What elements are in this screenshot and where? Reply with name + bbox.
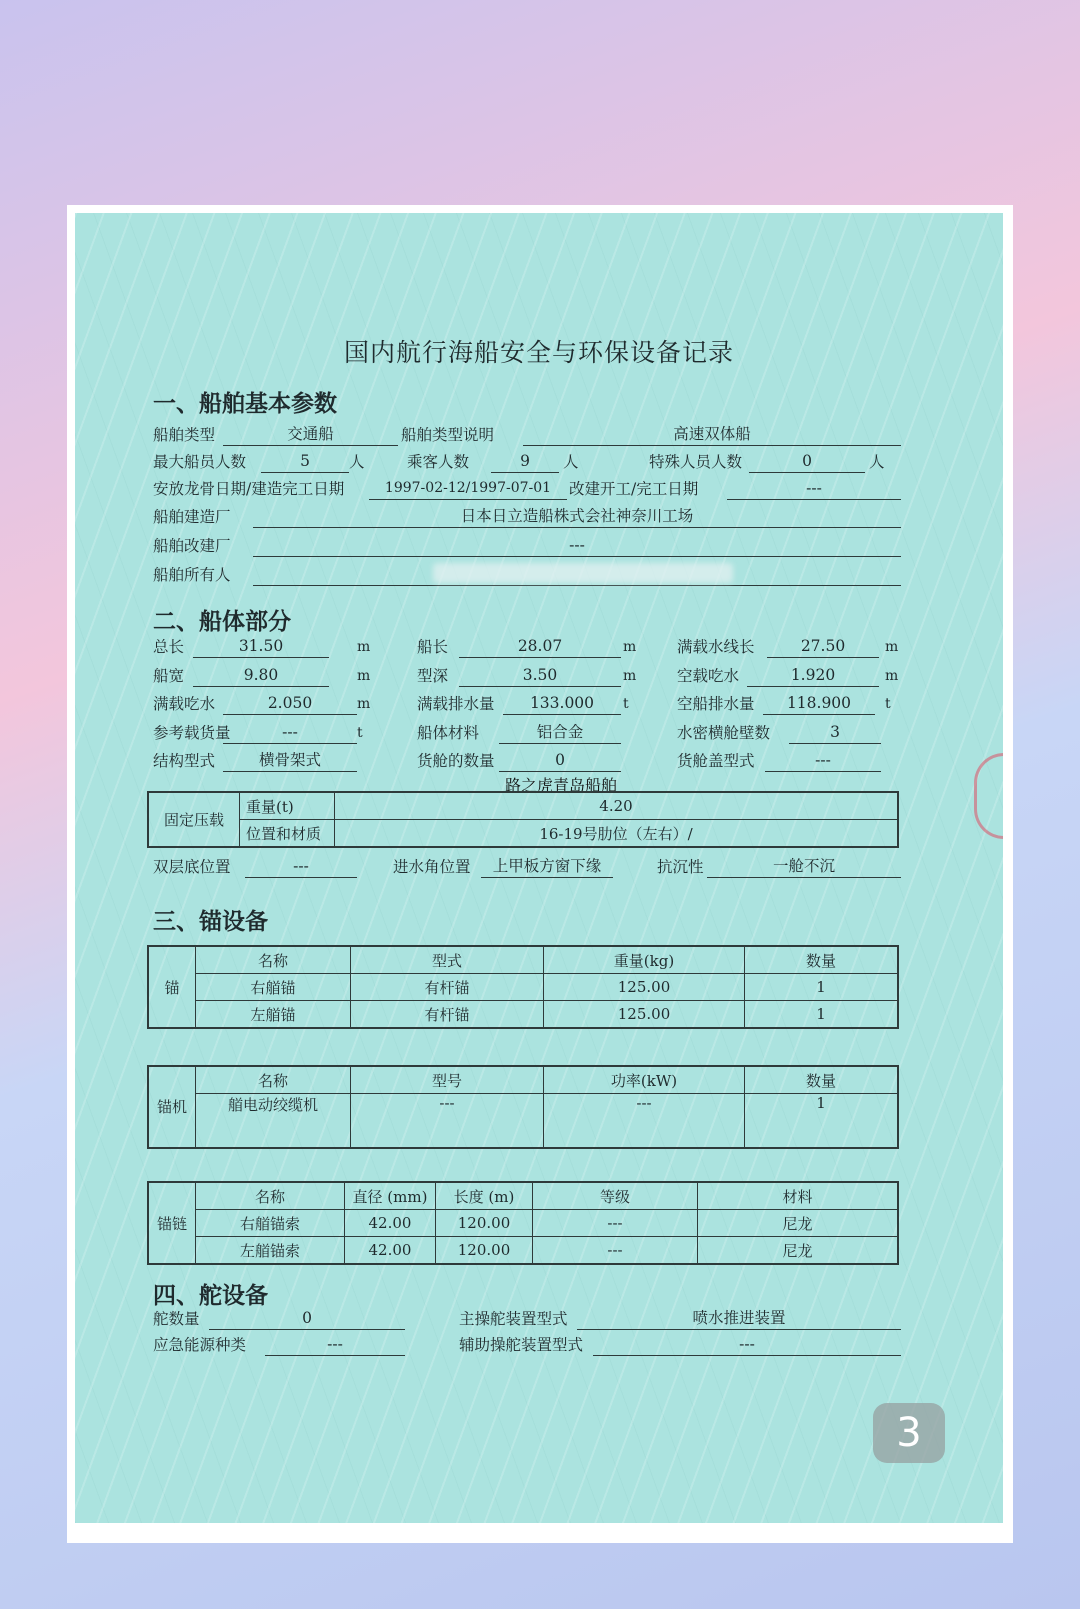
- person-unit-3: 人: [869, 453, 885, 471]
- refit-date-value: ---: [727, 477, 901, 500]
- section4-heading: 四、舵设备: [153, 1283, 268, 1309]
- stamp-caption: 路之虎青岛船舶: [505, 776, 618, 795]
- emergency-row: [153, 1333, 913, 1357]
- loa-label: 总长: [153, 638, 185, 656]
- hull-material-value: 铝合金: [499, 721, 621, 744]
- material-row: [153, 721, 913, 745]
- builder-value: 日本日立造船株式会社神奈川工场: [253, 505, 901, 528]
- draft-row: [153, 692, 913, 716]
- special-value: 0: [749, 450, 865, 473]
- lwl-label: 满载水线长: [677, 638, 755, 656]
- structure-row: [153, 749, 913, 773]
- seal-fragment: [974, 753, 1003, 839]
- chain-header: 直径 (mm): [345, 1182, 436, 1210]
- ref-load-label: 参考载货量: [153, 724, 231, 742]
- structure-value: 横骨架式: [223, 749, 357, 772]
- rudder-count-value: 0: [209, 1307, 405, 1330]
- depth-unit: m: [623, 668, 637, 684]
- ballast-table: [147, 791, 899, 848]
- passengers-value: 9: [491, 450, 559, 473]
- chain-cell: 42.00: [345, 1210, 436, 1237]
- unsink-value: 一舱不沉: [707, 855, 901, 878]
- full-disp-unit: t: [623, 696, 629, 712]
- keel-date-value: 1997-02-12/1997-07-01: [369, 477, 567, 500]
- unsink-label: 抗沉性: [657, 858, 704, 876]
- double-bottom-label: 双层底位置: [153, 858, 231, 876]
- light-disp-unit: t: [885, 696, 891, 712]
- anchor-header: 重量(kg): [544, 946, 745, 974]
- passengers-label: 乘客人数: [407, 453, 470, 471]
- rebuilder-label: 船舶改建厂: [153, 537, 231, 555]
- anchor-cell: 左艏锚: [196, 1001, 351, 1029]
- builder-row: [153, 505, 913, 529]
- hatch-value: ---: [765, 749, 881, 772]
- section2-heading: 二、船体部分: [153, 609, 291, 635]
- full-draft-label: 满载吃水: [153, 695, 216, 713]
- ballast-weight-label: 重量(t): [240, 792, 335, 820]
- breadth-label: 船宽: [153, 667, 185, 685]
- max-crew-label: 最大船员人数: [153, 453, 247, 471]
- ballast-position-label: 位置和材质: [240, 820, 335, 848]
- chain-header: 等级: [533, 1182, 698, 1210]
- ref-load-value: ---: [223, 721, 357, 744]
- anchor-header: 数量: [745, 946, 899, 974]
- chain-cell: 120.00: [436, 1210, 533, 1237]
- section3-heading: 三、锚设备: [153, 909, 268, 935]
- light-draft-label: 空载吃水: [677, 667, 740, 685]
- main-steer-label: 主操舵装置型式: [459, 1310, 568, 1328]
- document-frame: [67, 205, 1013, 1543]
- anchor-cell: 1: [745, 974, 899, 1001]
- table-row: [148, 1237, 898, 1265]
- windlass-header: 功率(kW): [544, 1066, 745, 1094]
- double-bottom-value: ---: [245, 855, 357, 878]
- ship-type-row: [153, 423, 913, 447]
- lwl-unit: m: [885, 639, 899, 655]
- lwl-value: 27.50: [767, 635, 879, 658]
- page-number-badge: 3: [873, 1403, 945, 1463]
- anchor-cell: 125.00: [544, 1001, 745, 1029]
- ship-type-label: 船舶类型: [153, 426, 216, 444]
- windlass-cell: 艏电动绞缆机: [196, 1094, 351, 1148]
- owner-label: 船舶所有人: [153, 566, 231, 584]
- depth-value: 3.50: [459, 664, 621, 687]
- light-draft-unit: m: [885, 668, 899, 684]
- refit-date-label: 改建开工/完工日期: [569, 480, 699, 498]
- ballast-position-value: 16-19号肋位（左右）/: [335, 820, 899, 848]
- certificate-page: [75, 213, 1003, 1523]
- anchor-cell: 有杆锚: [351, 1001, 544, 1029]
- lbp-unit: m: [623, 639, 637, 655]
- length-row: [153, 635, 913, 659]
- chain-cell: 42.00: [345, 1237, 436, 1265]
- lbp-value: 28.07: [459, 635, 621, 658]
- full-draft-unit: m: [357, 696, 371, 712]
- light-disp-value: 118.900: [763, 692, 875, 715]
- holds-value: 0: [499, 749, 621, 772]
- anchor-header: 型式: [351, 946, 544, 974]
- depth-label: 型深: [417, 667, 449, 685]
- keel-date-label: 安放龙骨日期/建造完工日期: [153, 480, 345, 498]
- windlass-cell: 1: [745, 1094, 899, 1148]
- max-crew-value: 5: [261, 450, 349, 473]
- chain-cell: 120.00: [436, 1237, 533, 1265]
- bulkheads-value: 3: [789, 721, 881, 744]
- chain-header: 长度 (m): [436, 1182, 533, 1210]
- dates-row: [153, 477, 913, 501]
- breadth-row: [153, 664, 913, 688]
- rebuilder-row: [153, 534, 913, 558]
- anchor-cell: 右艏锚: [196, 974, 351, 1001]
- anchor-table: [147, 945, 899, 1029]
- owner-row: [153, 563, 913, 587]
- main-steer-value: 喷水推进装置: [577, 1307, 901, 1330]
- table-row: [148, 1001, 898, 1029]
- windlass-group-label: 锚机: [148, 1066, 196, 1148]
- ref-load-unit: t: [357, 725, 363, 741]
- light-disp-label: 空船排水量: [677, 695, 755, 713]
- full-draft-value: 2.050: [223, 692, 357, 715]
- chain-header: 材料: [698, 1182, 899, 1210]
- rebuilder-value: ---: [253, 534, 901, 557]
- section1-heading: 一、船舶基本参数: [153, 391, 337, 417]
- aux-steer-label: 辅助操舵装置型式: [459, 1336, 584, 1354]
- lbp-label: 船长: [417, 638, 449, 656]
- ballast-weight-value: 4.20: [335, 792, 899, 820]
- windlass-table: [147, 1065, 899, 1149]
- windlass-header: 型号: [351, 1066, 544, 1094]
- rudder-count-label: 舵数量: [153, 1310, 200, 1328]
- persons-row: [153, 450, 913, 474]
- emergency-power-label: 应急能源种类: [153, 1336, 247, 1354]
- builder-label: 船舶建造厂: [153, 508, 231, 526]
- ballast-group-label: 固定压载: [148, 792, 240, 847]
- anchor-cell: 125.00: [544, 974, 745, 1001]
- breadth-unit: m: [357, 668, 371, 684]
- person-unit-1: 人: [349, 453, 365, 471]
- chain-cell: 尼龙: [698, 1210, 899, 1237]
- special-label: 特殊人员人数: [649, 453, 743, 471]
- flood-value: 上甲板方窗下缘: [481, 855, 613, 878]
- double-bottom-row: [153, 855, 913, 879]
- chain-cell: 左艏锚索: [196, 1237, 345, 1265]
- windlass-header: 名称: [196, 1066, 351, 1094]
- ship-type-desc-label: 船舶类型说明: [401, 426, 495, 444]
- document-title: 国内航行海船安全与环保设备记录: [343, 338, 734, 367]
- chain-cell: 右艏锚索: [196, 1210, 345, 1237]
- table-row: [148, 1210, 898, 1237]
- hatch-label: 货舱盖型式: [677, 752, 755, 770]
- table-row: [148, 1094, 898, 1148]
- chain-cell: ---: [533, 1210, 698, 1237]
- light-draft-value: 1.920: [747, 664, 879, 687]
- aux-steer-value: ---: [593, 1333, 901, 1356]
- loa-value: 31.50: [193, 635, 329, 658]
- holds-label: 货舱的数量: [417, 752, 495, 770]
- structure-label: 结构型式: [153, 752, 216, 770]
- anchor-header: 名称: [196, 946, 351, 974]
- anchor-group-label: 锚: [148, 946, 196, 1028]
- chain-cell: ---: [533, 1237, 698, 1265]
- full-disp-label: 满载排水量: [417, 695, 495, 713]
- loa-unit: m: [357, 639, 371, 655]
- rudder-row: [153, 1307, 913, 1331]
- chain-group-label: 锚链: [148, 1182, 196, 1264]
- anchor-cell: 有杆锚: [351, 974, 544, 1001]
- chain-header: 名称: [196, 1182, 345, 1210]
- windlass-header: 数量: [745, 1066, 899, 1094]
- ship-type-desc-value: 高速双体船: [523, 423, 901, 446]
- hull-material-label: 船体材料: [417, 724, 480, 742]
- windlass-cell: ---: [544, 1094, 745, 1148]
- chain-table: [147, 1181, 899, 1265]
- breadth-value: 9.80: [193, 664, 329, 687]
- anchor-cell: 1: [745, 1001, 899, 1029]
- windlass-cell: ---: [351, 1094, 544, 1148]
- ship-type-value: 交通船: [223, 423, 398, 446]
- owner-redaction: [433, 563, 733, 583]
- table-row: [148, 974, 898, 1001]
- full-disp-value: 133.000: [503, 692, 621, 715]
- chain-cell: 尼龙: [698, 1237, 899, 1265]
- person-unit-2: 人: [563, 453, 579, 471]
- bulkheads-label: 水密横舱壁数: [677, 724, 771, 742]
- emergency-power-value: ---: [265, 1333, 405, 1356]
- flood-label: 进水角位置: [393, 858, 471, 876]
